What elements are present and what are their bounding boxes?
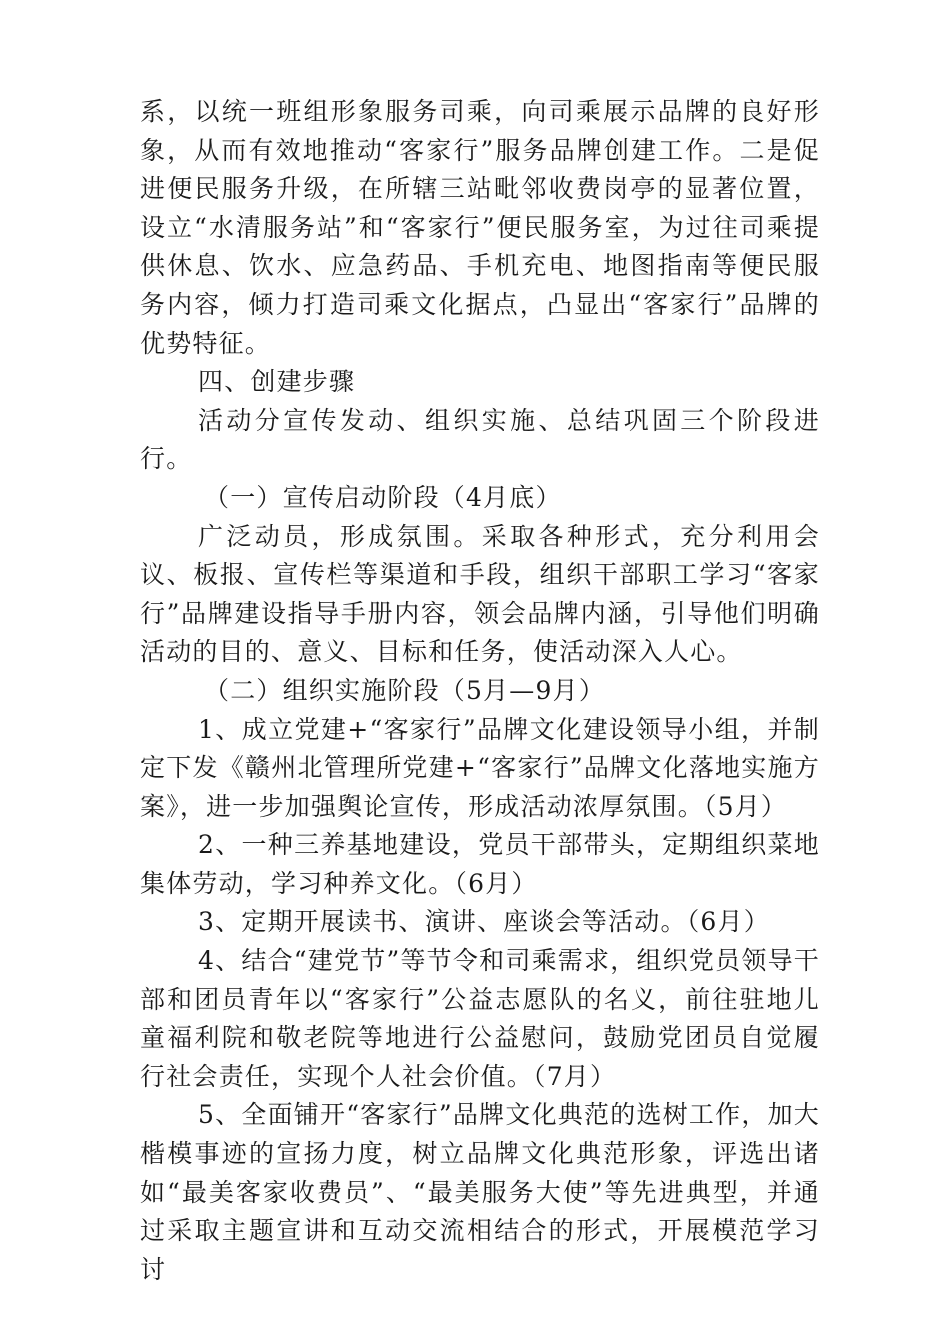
list-item-2: 2、一种三养基地建设，党员干部带头，定期组织菜地集体劳动，学习种养文化。（6月） [140,830,820,898]
paragraph-publicity: 广泛动员，形成氛围。采取各种形式，充分利用会议、板报、宣传栏等渠道和手段，组织干部职工学习“客家行”品牌建设指导手册内容，领会品牌内涵，引导他们明确活动的目的、意义、目标和任务，使活动深入人心。 [140,521,820,667]
paragraph-stages-overview: 活动分宣传发动、组织实施、总结巩固三个阶段进行。 [140,405,820,474]
paragraph-continuation: 系，以统一班组形象服务司乘，向司乘展示品牌的良好形象，从而有效地推动“客家行”服务品牌创建工作。二是促进便民服务升级，在所辖三站毗邻收费岗亭的显著位置，设立“水清服务站”和“客家行”便民服务室，为过往司乘提供休息、饮水、应急药品、手机充电、地图指南等便民服务内容，倾力打造司乘文化据点，凸显出“客家行”品牌的优势特征。 [140,97,820,358]
list-item-3: 3、定期开展读书、演讲、座谈会等活动。（6月） [198,907,770,937]
subheading-publicity-stage: （一）宣传启动阶段（4月底） [204,482,562,512]
section-heading-creation-steps: 四、创建步骤 [198,367,356,397]
list-item-1: 1、成立党建+“客家行”品牌文化建设领导小组，并制定下发《赣州北管理所党建+“客家行”品牌文化落地实施方案》，进一步加强舆论宣传，形成活动浓厚氛围。（5月） [140,714,820,821]
document-body [140,93,820,1289]
subheading-implementation-stage: （二）组织实施阶段（5月—9月） [204,675,606,705]
list-item-5: 5、全面铺开“客家行”品牌文化典范的选树工作，加大楷模事迹的宣扬力度，树立品牌文化典范形象，评选出诸如“最美客家收费员”、“最美服务大使”等先进典型，并通过采取主题宣讲和互动交流相结合的形式，开展模范学习讨 [140,1100,820,1284]
list-item-4: 4、结合“建党节”等节令和司乘需求，组织党员领导干部和团员青年以“客家行”公益志愿队的名义，前往驻地儿童福利院和敬老院等地进行公益慰问，鼓励党团员自觉履行社会责任，实现个人社会价值。（7月） [140,946,820,1091]
